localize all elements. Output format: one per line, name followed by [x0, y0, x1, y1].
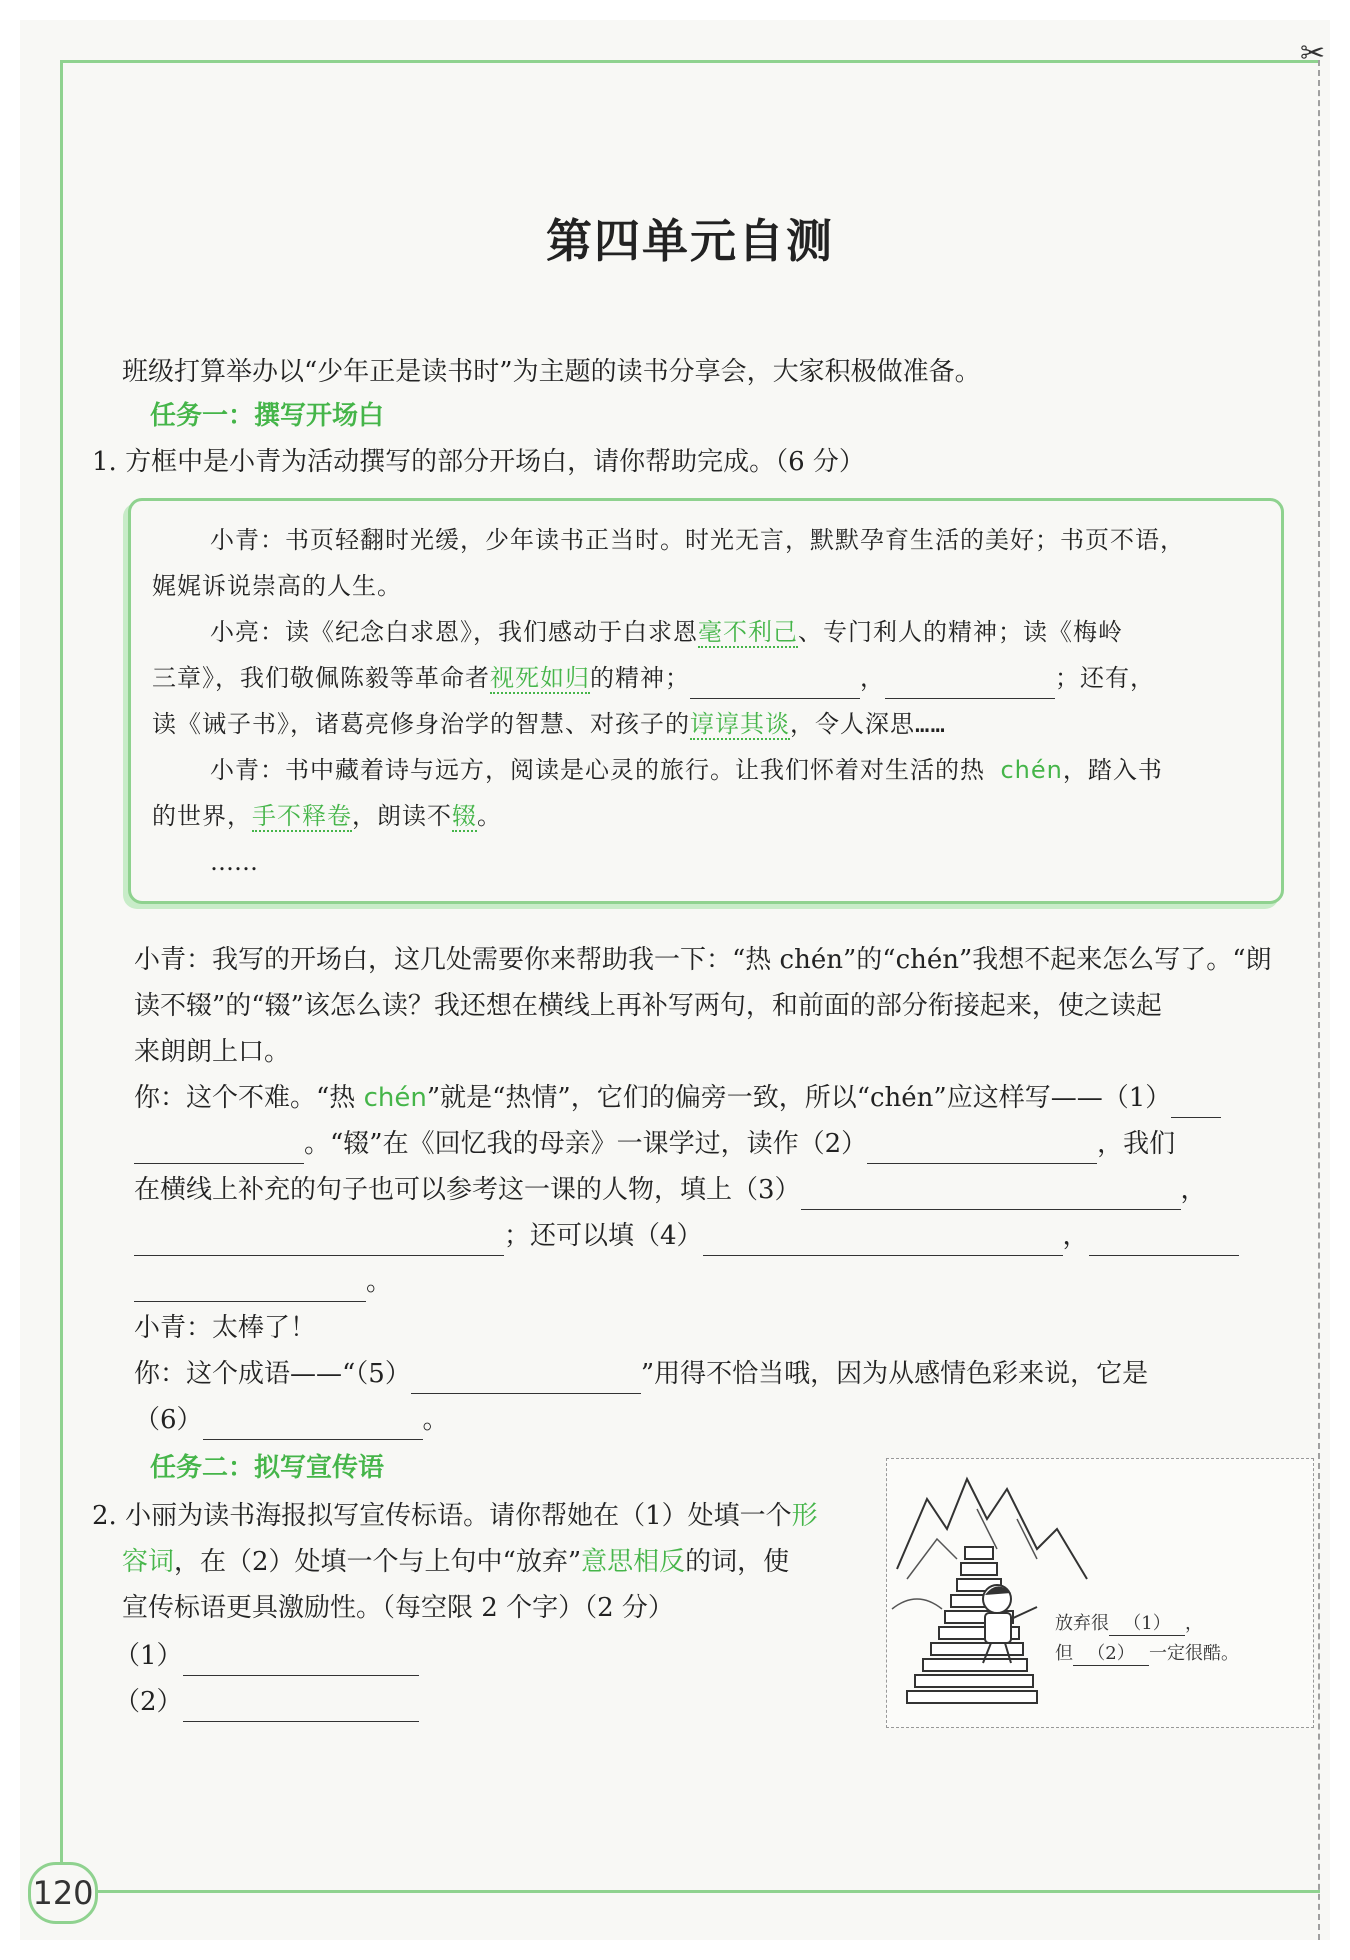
- answer-blank-6[interactable]: [203, 1409, 423, 1440]
- box-text: ，朗读不: [352, 802, 452, 830]
- box-text: 的精神；: [590, 664, 690, 692]
- dialog-text: （6）: [134, 1405, 203, 1435]
- answer-blank-slogan-2[interactable]: [183, 1691, 419, 1722]
- question-text: 的词，使: [685, 1547, 790, 1577]
- slogan-blank-2: （2）: [1073, 1639, 1149, 1666]
- highlight-idiom: 毫不利己: [698, 618, 798, 646]
- box-para2-line2: [152, 658, 1155, 699]
- question-2-line-1: [92, 1496, 818, 1536]
- highlight-word: 形: [791, 1501, 818, 1531]
- answer-row-1: [114, 1636, 419, 1676]
- box-text: ，踏入书: [1062, 756, 1163, 784]
- box-text: 小亮：读《纪念白求恩》，我们感动于白求恩: [210, 618, 698, 646]
- pinyin-chen: chén: [363, 1083, 427, 1113]
- box-para1-line2: 娓娓诉说崇高的人生。: [152, 572, 402, 600]
- dialog-text: ；还可以填（4）: [504, 1221, 703, 1251]
- box-para2-line1: [210, 612, 1123, 652]
- question-1: 1. 方框中是小青为活动撰写的部分开场白，请你帮助完成。（6 分）: [92, 447, 865, 477]
- slogan-text: 但: [1055, 1643, 1073, 1664]
- answer-blank-2[interactable]: [867, 1133, 1097, 1164]
- frame-left-border: [60, 60, 63, 1875]
- box-text: 、专门利人的精神；读《梅岭: [798, 618, 1123, 646]
- answer-blank-slogan-1[interactable]: [183, 1645, 419, 1676]
- slogan-blank-1: （1）: [1109, 1609, 1185, 1636]
- answer-blank-3[interactable]: [801, 1179, 1181, 1210]
- slogan-line-2: [1055, 1639, 1239, 1666]
- answer-label: （1）: [114, 1641, 183, 1671]
- highlight-char: 辍: [452, 802, 477, 830]
- dialog-line-4: [134, 1078, 1221, 1118]
- mountain-stairs-image: [887, 1459, 1313, 1727]
- dialog-line-2: 读不辍”的“辍”该怎么读？我还想在横线上再补写两句，和前面的部分衔接起来，使之读起: [134, 991, 1162, 1021]
- dialog-text: 在横线上补充的句子也可以参考这一课的人物，填上（3）: [134, 1175, 801, 1205]
- slogan-text: ，: [1185, 1613, 1203, 1634]
- dialog-text: 。“辍”在《回忆我的母亲》一课学过，读作（2）: [304, 1129, 868, 1159]
- answer-row-2: [114, 1682, 419, 1722]
- intro-text: 班级打算举办以“少年正是读书时”为主题的读书分享会，大家积极做准备。: [122, 357, 981, 387]
- answer-blank-4-cont[interactable]: [1089, 1225, 1239, 1256]
- dialog-text: ，我们: [1097, 1129, 1176, 1159]
- highlight-idiom: 谆谆其谈: [690, 710, 790, 738]
- dialog-text: ”就是“热情”，它们的偏旁一致，所以“chén”应这样写——（1）: [426, 1083, 1172, 1113]
- dialog-text: ，: [1062, 1221, 1089, 1251]
- box-text: ；还有，: [1055, 664, 1155, 692]
- page-number: 120: [28, 1862, 98, 1924]
- highlight-idiom: 手不释卷: [252, 802, 352, 830]
- page-title: 第四单元自测: [546, 214, 834, 268]
- answer-blank-3-cont[interactable]: [134, 1225, 504, 1256]
- dialog-line-10: [134, 1354, 1148, 1394]
- dialog-line-7: [134, 1216, 1239, 1256]
- cut-line: [1318, 60, 1320, 1940]
- box-text: 。: [477, 802, 502, 830]
- dialog-line-5: [134, 1124, 1175, 1164]
- task2-label: 任务二：拟写宣传语: [150, 1453, 385, 1483]
- box-text: 的世界，: [152, 802, 252, 830]
- answer-blank-5[interactable]: [411, 1363, 641, 1394]
- dialog-line-11: [134, 1400, 449, 1440]
- answer-blank-1-cont[interactable]: [134, 1133, 304, 1164]
- dialog-line-1: 小青：我写的开场白，这几处需要你来帮助我一下：“热 chén”的“chén”我想不起来怎么写了。“朗: [134, 945, 1272, 975]
- answer-blank-4[interactable]: [703, 1225, 1063, 1256]
- dialog-text: 你：这个不难。“热: [134, 1083, 364, 1113]
- box-text: ，令人深思……: [790, 710, 946, 738]
- answer-blank-1[interactable]: [1171, 1087, 1221, 1118]
- slogan-text: 放弃很: [1055, 1613, 1109, 1634]
- question-text: ，在（2）处填一个与上句中“放弃”: [174, 1547, 582, 1577]
- poster-illustration: [886, 1458, 1314, 1728]
- dialog-text: ”用得不恰当哦，因为从感情色彩来说，它是: [640, 1359, 1149, 1389]
- dialog-text: 。: [422, 1405, 449, 1435]
- answer-label: （2）: [114, 1687, 183, 1717]
- slogan-line-1: [1055, 1609, 1203, 1636]
- pinyin-chen: chén: [1000, 756, 1063, 784]
- question-text: 2. 小丽为读书海报拟写宣传标语。请你帮她在（1）处填一个: [92, 1501, 792, 1531]
- box-text: 读《诫子书》，诸葛亮修身治学的智慧、对孩子的: [152, 710, 690, 738]
- dialog-line-3: 来朗朗上口。: [134, 1037, 291, 1067]
- box-para3-line1: [210, 750, 1163, 790]
- box-text: ，: [860, 664, 885, 692]
- dialog-text: ，: [1180, 1175, 1207, 1205]
- box-text: 小青：书中藏着诗与远方，阅读是心灵的旅行。让我们怀着对生活的热: [210, 756, 1001, 784]
- question-2-line-3: 宣传标语更具激励性。（每空限 2 个字）（2 分）: [122, 1593, 674, 1623]
- scissors-icon: ✂: [1300, 36, 1326, 71]
- dialog-line-8: [134, 1262, 392, 1302]
- box-text: 三章》，我们敬佩陈毅等革命者: [152, 664, 490, 692]
- dialog-line-9: 小青：太棒了！: [134, 1313, 317, 1343]
- answer-blank[interactable]: [885, 668, 1055, 699]
- question-2-line-2: [122, 1542, 789, 1582]
- box-ellipsis: ……: [210, 848, 258, 876]
- task1-label: 任务一：撰写开场白: [150, 401, 385, 431]
- frame-top-border: [60, 60, 1320, 63]
- box-para2-line3: [152, 704, 946, 744]
- dialog-text: 你：这个成语——“（5）: [134, 1359, 411, 1389]
- frame-bottom-border: [90, 1890, 1320, 1893]
- dialog-text: 。: [366, 1267, 393, 1297]
- dialog-line-6: [134, 1170, 1207, 1210]
- box-para1-line1: 小青：书页轻翻时光缓，少年读书正当时。时光无言，默默孕育生活的美好；书页不语，: [210, 526, 1185, 554]
- highlight-idiom: 视死如归: [490, 664, 590, 692]
- highlight-word: 容词: [122, 1547, 175, 1577]
- slogan-text: 一定很酷。: [1149, 1643, 1239, 1664]
- answer-blank-4-end[interactable]: [134, 1271, 366, 1302]
- highlight-word: 意思相反: [581, 1547, 686, 1577]
- box-para3-line2: [152, 796, 502, 836]
- answer-blank[interactable]: [690, 668, 860, 699]
